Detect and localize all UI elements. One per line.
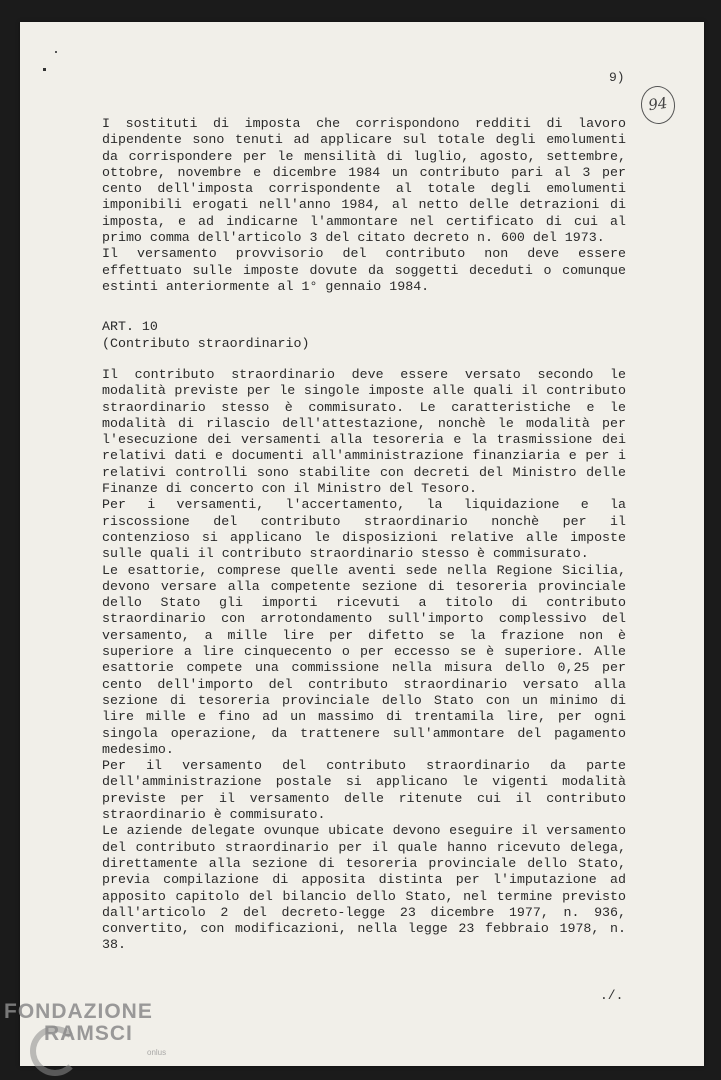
intro-paragraph: I sostituti di imposta che corrispondono redditi di lavoro dipendente sono tenuti ad applicare sul totale degli emolumenti da corrispondere per le mensilità di luglio, agosto, settembre, ottobre, novembre e dicembre 1984 un contributo pari al 3 per cento dell'imposta corrispondente al totale degli emolumenti imponibili erogati nell'anno 1984, al netto delle detrazioni di imposta, e ad indicarne l'ammontare nel certificato di cui al primo comma dell'articolo 3 del citato decreto n. 600 del 1973.: [102, 116, 626, 246]
page-number: 9): [609, 70, 625, 85]
article-number: ART. 10: [102, 319, 158, 334]
watermark-line1: FONDAZIONE: [4, 1000, 153, 1023]
article-body: [102, 367, 626, 954]
watermark: [4, 1000, 167, 1057]
paper-speck: [43, 68, 46, 71]
body-paragraph: Il contributo straordinario deve essere versato secondo le modalità previste per le singole imposte alle quali il contributo straordinario stesso è commisurato. Le caratteristiche e le modalità di rilascio dell'attestazione, nonchè le modalità per l'esecuzione dei versamenti alla tesoreria e la trasmissione dei relativi dati e documenti all'amministrazione finanziaria e per i relativi controlli sono stabilite con decreti del Ministro delle Finanze di concerto con il Ministro del Tesoro.: [102, 367, 626, 497]
body-paragraph: Per il versamento del contributo straordinario da parte dell'amministrazione postale si applicano le vigenti modalità previste per il versamento delle ritenute cui il contributo straordinario è commisurato.: [102, 758, 626, 823]
paper-speck: [55, 51, 57, 53]
watermark-line2: RAMSCI: [44, 1022, 133, 1045]
article-title: (Contributo straordinario): [102, 336, 310, 351]
intro-section: [102, 116, 626, 295]
body-paragraph: Le esattorie, comprese quelle aventi sede nella Regione Sicilia, devono versare alla competente sezione di tesoreria provinciale dello Stato gli importi ricevuti a titolo di contributo straordinario con arrotondamento sull'importo complessivo del versamento, a mille lire per difetto se la frazione non è superiore a lire cinquecento o per eccesso se è superiore. Alle esattorie compete una commissione nella misura dello 0,25 per cento dell'importo del contributo straordinario versato alla sezione di tesoreria provinciale dello Stato con un minimo di lire mille e fino ad un massimo di trentamila lire, per ogni singola operazione, da trattenere sull'ammontare del pagamento medesimo.: [102, 562, 626, 757]
continuation-mark: ./.: [600, 988, 624, 1003]
article-heading: [102, 318, 626, 352]
watermark-line3: onlus: [147, 1048, 167, 1057]
body-paragraph: Per i versamenti, l'accertamento, la liquidazione e la riscossione del contributo straordinario nonchè per il contenzioso si applicano le disposizioni relative alle imposte sulle quali il contributo straordinario stesso è commisurato.: [102, 497, 626, 562]
stamp-number: 94: [647, 93, 669, 115]
intro-paragraph-2: Il versamento provvisorio del contributo non deve essere effettuato sulle imposte dovute da soggetti deceduti o comunque estinti anteriormente al 1° gennaio 1984.: [102, 246, 626, 294]
body-paragraph: Le aziende delegate ovunque ubicate devono eseguire il versamento del contributo straordinario per il quale hanno ricevuto delega, direttamente alla sezione di tesoreria provinciale dello Stato, previa compilazione di apposita distinta per l'imputazione ad apposito capitolo del bilancio dello Stato, nel termine previsto dall'articolo 2 del decreto-legge 23 dicembre 1977, n. 936, convertito, con modificazioni, nella legge 23 febbraio 1978, n. 38.: [102, 823, 626, 953]
